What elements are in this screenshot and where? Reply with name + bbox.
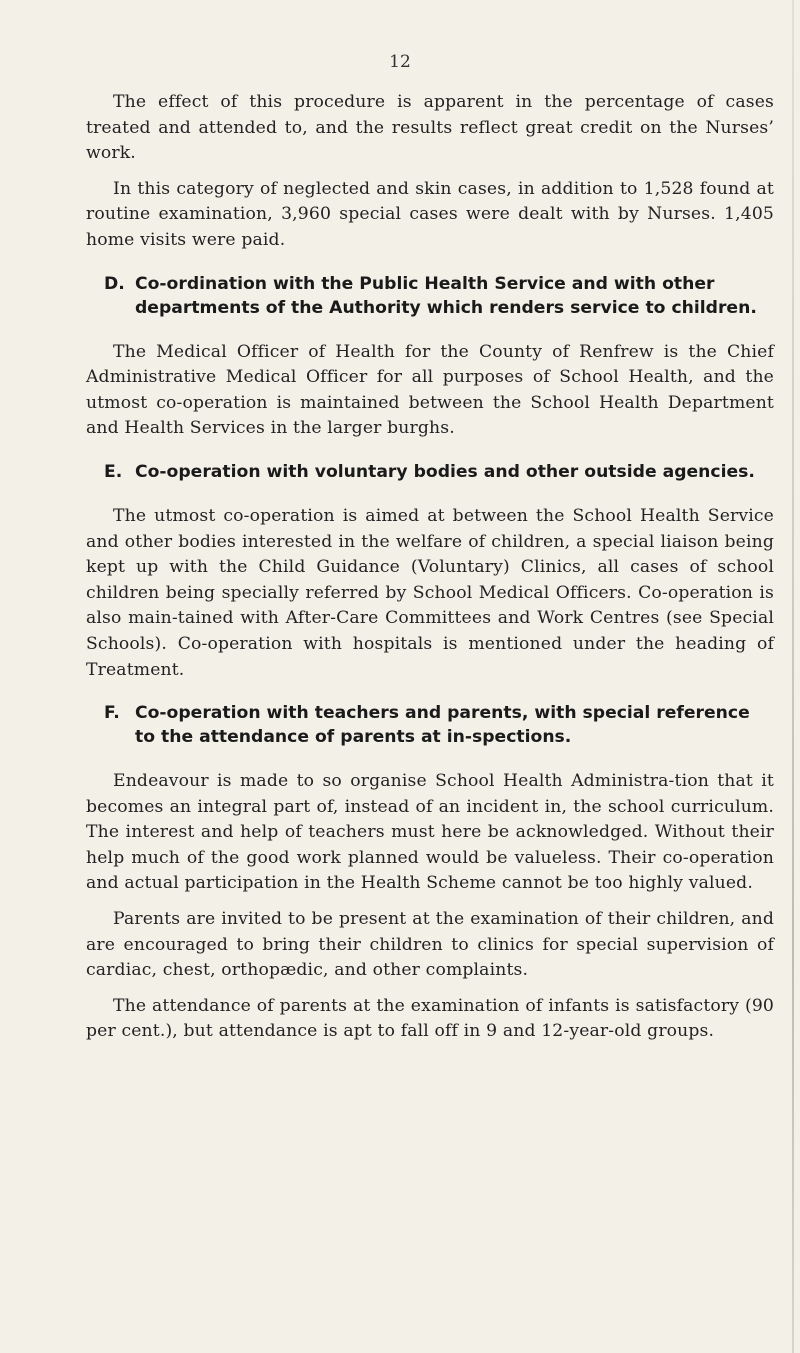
page-number: 12 [389,52,411,72]
paragraph: Endeavour is made to so organise School Health Administra-tion that it becomes an integral part of, instead of an incident in, the school curriculum. The interest and help of teachers must here be acknowledged. Without their help much of the good work planned would be valueless. Their co-operation and actual participation in the Health Scheme cannot be too highly valued. [86,771,774,894]
section-heading-f [86,701,774,749]
paragraph: The utmost co-operation is aimed at between the School Health Service and other bodies interested in the welfare of children, a special liaison being kept up with the Child Guidance (Voluntary) Clinics, all cases of school children being specially referred by School Medical Officers. Co-operation is also main-tained with After-Care Committees and Work Centres (see Special Schools). Co-operation with hospitals is mentioned under the heading of Treatment. [86,505,774,680]
section-title: Co-operation with teachers and parents, with special reference to the attendance of parents at in-spections. [135,703,750,748]
section-heading-d [86,272,774,320]
section-title: Co-operation with voluntary bodies and other outside agencies. [135,461,755,482]
page-content [86,90,774,1055]
paragraph: The attendance of parents at the examination of infants is satisfactory (90 per cent.), but attendance is apt to fall off in 9 and 12-year-old groups. [86,995,774,1042]
paragraph: The Medical Officer of Health for the County of Renfrew is the Chief Administrative Medical Officer for all purposes of School Health, and the utmost co-operation is maintained between the School Health Department and Health Services in the larger burghs. [86,341,774,439]
section-letter: D. [104,273,125,294]
paragraph: In this category of neglected and skin cases, in addition to 1,528 found at routine examination, 3,960 special cases were dealt with by Nurses. 1,405 home visits were paid. [86,178,774,250]
page-edge-shadow [792,0,794,1353]
paragraph: Parents are invited to be present at the examination of their children, and are encouraged to bring their children to clinics for special supervision of cardiac, chest, orthopædic, and other complaints. [86,909,774,981]
section-title: Co-ordination with the Public Health Service and with other departments of the Authority which renders service to children. [135,273,757,318]
section-heading-e [86,460,774,484]
section-letter: E. [104,461,123,482]
section-letter: F. [104,703,120,724]
paragraph: The effect of this procedure is apparent in the percentage of cases treated and attended to, and the results reflect great credit on the Nurses’ work. [86,92,774,164]
